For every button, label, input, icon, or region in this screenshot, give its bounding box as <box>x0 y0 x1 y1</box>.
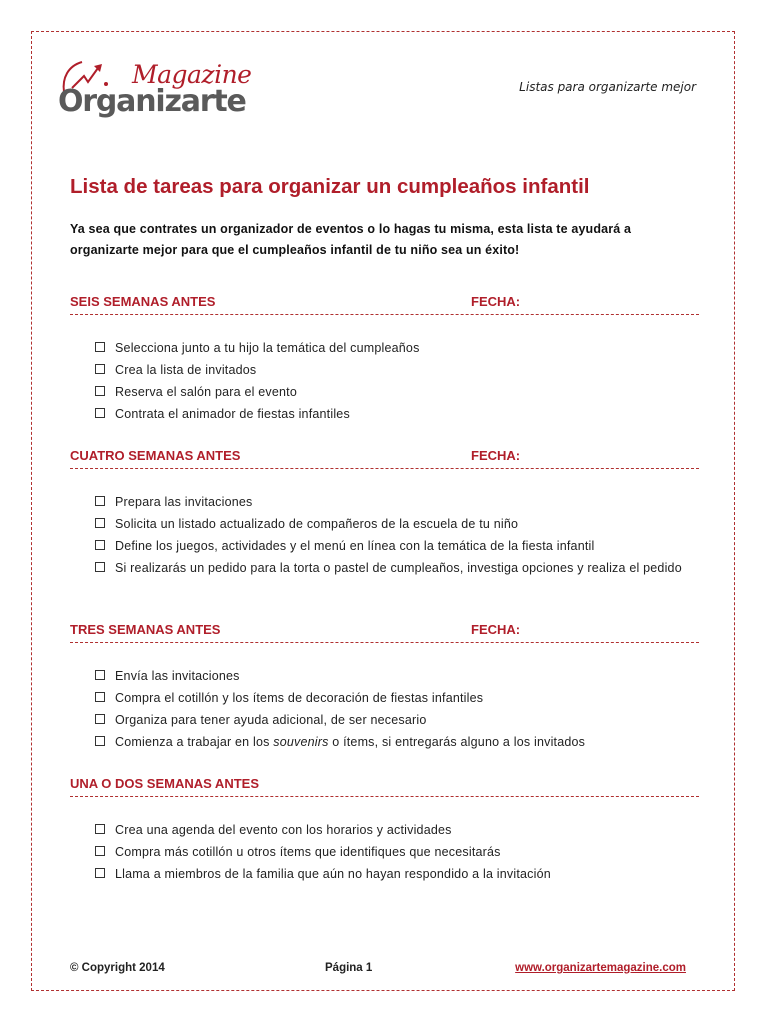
section-title: SEIS SEMANAS ANTES <box>70 294 216 309</box>
checkbox[interactable] <box>95 386 105 396</box>
section-header <box>70 448 699 469</box>
section-three-weeks <box>70 622 699 749</box>
checklist-item-text: Crea una agenda del evento con los horarios y actividades <box>115 823 452 837</box>
checklist <box>95 492 695 580</box>
checkbox[interactable] <box>95 408 105 418</box>
checklist-item-text: Llama a miembros de la familia que aún no hayan respondido a la invitación <box>115 867 551 881</box>
section-one-two-weeks <box>70 776 699 881</box>
intro-paragraph: Ya sea que contrates un organizador de eventos o lo hagas tu misma, esta lista te ayudará a organizarte mejor para que el cumpleaños infantil de tu niño sea un éxito! <box>70 222 632 257</box>
checkbox[interactable] <box>95 714 105 724</box>
checklist-item-text: Reserva el salón para el evento <box>115 385 297 399</box>
checklist-item <box>95 492 695 512</box>
logo-organizarte-text: Organizarte <box>58 84 246 119</box>
section-title: CUATRO SEMANAS ANTES <box>70 448 241 463</box>
date-label: FECHA: <box>471 294 521 309</box>
checklist-item <box>95 842 695 862</box>
checkbox[interactable] <box>95 736 105 746</box>
section-title: TRES SEMANAS ANTES <box>70 622 221 637</box>
checklist-item <box>95 732 695 752</box>
checklist <box>95 820 695 886</box>
checkbox[interactable] <box>95 846 105 856</box>
section-header <box>70 294 699 315</box>
checkbox[interactable] <box>95 518 105 528</box>
section-six-weeks <box>70 294 699 421</box>
checklist-item <box>95 338 695 358</box>
checklist-item <box>95 688 695 708</box>
date-label: FECHA: <box>471 448 521 463</box>
page-number: Página 1 <box>325 962 373 974</box>
checklist-item <box>95 382 695 402</box>
checkbox[interactable] <box>95 540 105 550</box>
website-link[interactable]: www.organizartemagazine.com <box>515 962 686 974</box>
checkbox[interactable] <box>95 868 105 878</box>
page-title: Lista de tareas para organizar un cumpleaños infantil <box>70 175 590 198</box>
checklist-item-text: Comienza a trabajar en los souvenirs o ítems, si entregarás alguno a los invitados <box>115 735 586 749</box>
checklist <box>95 666 695 754</box>
checklist-item <box>95 864 695 884</box>
section-title: UNA O DOS SEMANAS ANTES <box>70 776 259 791</box>
checklist-item-text: Organiza para tener ayuda adicional, de ser necesario <box>115 713 427 727</box>
section-four-weeks <box>70 448 699 575</box>
checklist-item <box>95 514 695 534</box>
checklist-item-text: Si realizarás un pedido para la torta o pastel de cumpleaños, investiga opciones y realiza el pedido <box>115 561 682 575</box>
checkbox[interactable] <box>95 692 105 702</box>
checklist-item <box>95 820 695 840</box>
checklist-item <box>95 536 695 556</box>
checkbox[interactable] <box>95 824 105 834</box>
section-header <box>70 776 699 797</box>
checklist-item <box>95 666 695 686</box>
checklist-item <box>95 360 695 380</box>
checklist-item-text: Envía las invitaciones <box>115 669 240 683</box>
checklist-item-text: Compra más cotillón u otros ítems que identifiques que necesitarás <box>115 845 501 859</box>
checklist-item <box>95 710 695 730</box>
checkbox[interactable] <box>95 562 105 572</box>
copyright-text: © Copyright 2014 <box>70 962 165 974</box>
date-label: FECHA: <box>471 622 521 637</box>
checklist-item-text: Compra el cotillón y los ítems de decoración de fiestas infantiles <box>115 691 484 705</box>
checklist-item-text: Selecciona junto a tu hijo la temática del cumpleaños <box>115 341 420 355</box>
checklist-item-text: Solicita un listado actualizado de compañeros de la escuela de tu niño <box>115 517 519 531</box>
magazine-logo <box>58 58 252 128</box>
checkbox[interactable] <box>95 342 105 352</box>
checklist-item <box>95 404 695 424</box>
checklist-item <box>95 558 695 578</box>
checklist-item-text: Contrata el animador de fiestas infantiles <box>115 407 350 421</box>
checkbox[interactable] <box>95 670 105 680</box>
checklist-item-text: Crea la lista de invitados <box>115 363 257 377</box>
checklist <box>95 338 695 426</box>
checkbox[interactable] <box>95 496 105 506</box>
page-footer <box>70 962 686 978</box>
checklist-item-text: Prepara las invitaciones <box>115 495 253 509</box>
checkbox[interactable] <box>95 364 105 374</box>
header-tagline: Listas para organizarte mejor <box>519 80 696 94</box>
checklist-item-text: Define los juegos, actividades y el menú en línea con la temática de la fiesta infantil <box>115 539 595 553</box>
section-header <box>70 622 699 643</box>
logo-magazine-text: Magazine <box>132 60 252 89</box>
